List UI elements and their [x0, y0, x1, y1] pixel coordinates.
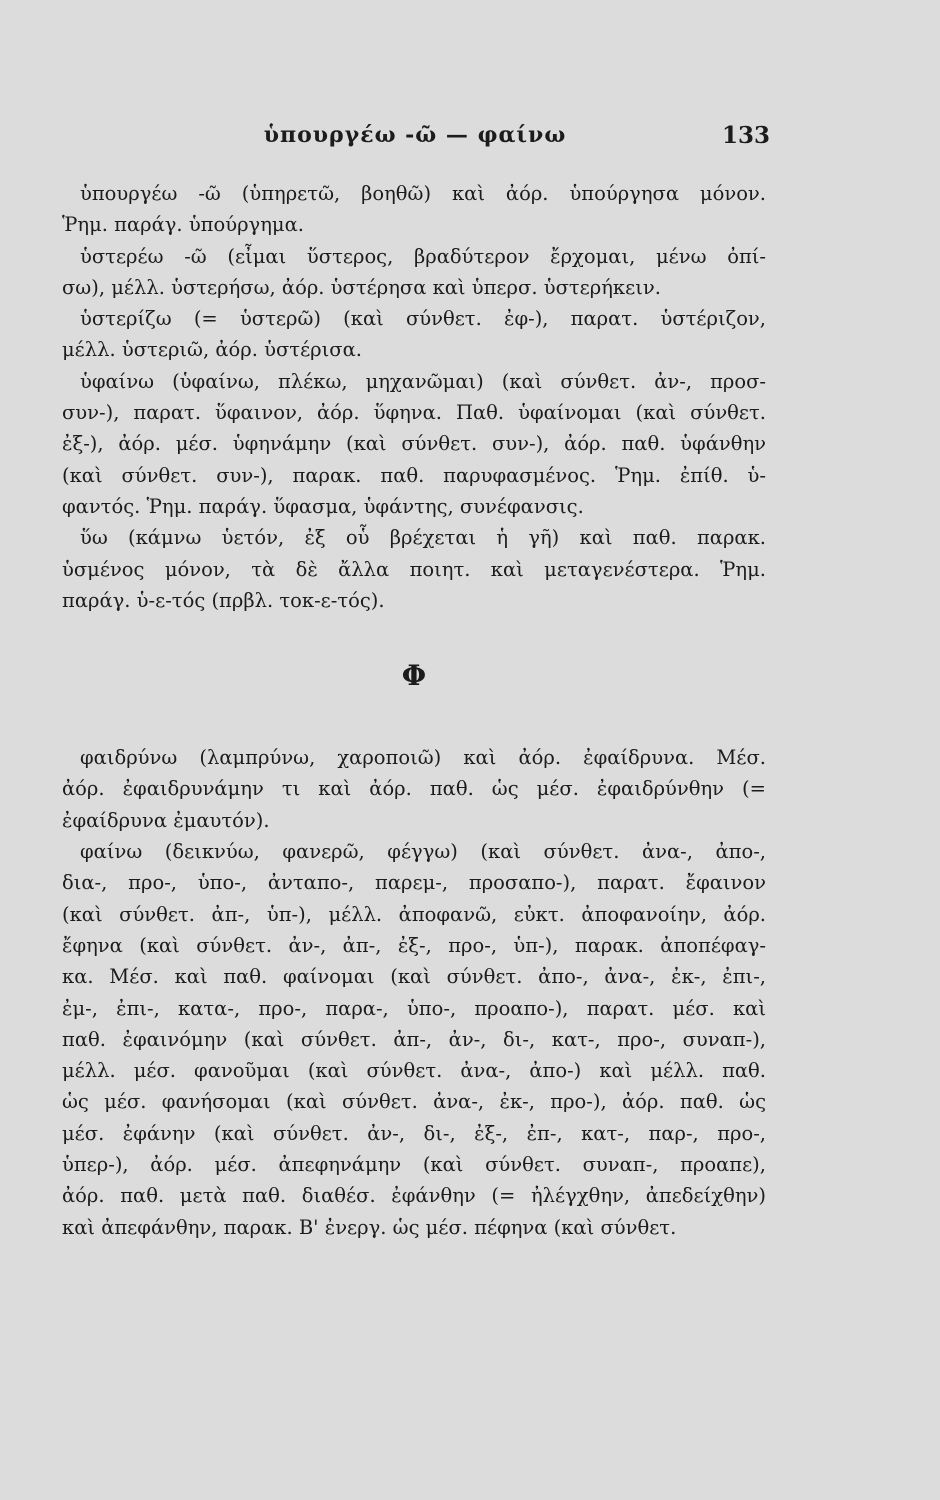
entry-line: δια-, προ-, ὑπο-, ἀνταπο-, παρεμ-, προσαπο-), παρατ. ἔφαινον	[62, 871, 766, 895]
entry-line: κα. Μέσ. καὶ παθ. φαίνομαι (καὶ σύνθετ. ἀπο-, ἀνα-, ἐκ-, ἐπι-,	[62, 965, 766, 989]
page-header	[60, 122, 770, 162]
dictionary-entry	[62, 742, 766, 836]
dictionary-entry	[62, 241, 766, 304]
entries-after-ornament	[62, 742, 766, 1243]
entry-line: ἀόρ. παθ. μετὰ παθ. διαθέσ. ἐφάνθην (= ἠλέγχθην, ἀπεδείχθην)	[62, 1184, 766, 1208]
entry-line: ὡς μέσ. φανήσομαι (καὶ σύνθετ. ἀνα-, ἐκ-, προ-), ἀόρ. παθ. ὡς	[62, 1090, 766, 1114]
entry-line: σω), μέλλ. ὑστερήσω, ἀόρ. ὑστέρησα καὶ ὑπερσ. ὑστερήκειν.	[62, 275, 661, 299]
entry-line: ἐφαίδρυνα ἐμαυτόν).	[62, 808, 270, 832]
page-body	[62, 178, 766, 1243]
entry-line: μέσ. ἐφάνην (καὶ σύνθετ. ἀν-, δι-, ἐξ-, ἐπ-, κατ-, παρ-, προ-,	[62, 1121, 766, 1145]
entry-line: φαιδρύνω (λαμπρύνω, χαροποιῶ) καὶ ἀόρ. ἐφαίδρυνα. Μέσ.	[80, 746, 766, 770]
entry-line: ὑστερέω -ῶ (εἶμαι ὕστερος, βραδύτερον ἔρχομαι, μένω ὀπί-	[80, 244, 766, 268]
entry-line: παθ. ἐφαινόμην (καὶ σύνθετ. ἀπ-, ἀν-, δι-, κατ-, προ-, συναπ-),	[62, 1027, 766, 1051]
entry-line: φαντός. Ῥημ. παράγ. ὕφασμα, ὑφάντης, συνέφανσις.	[62, 494, 584, 518]
dictionary-entry	[62, 303, 766, 366]
running-head: ὑπουργέω -ῶ — φαίνω	[263, 122, 567, 148]
entry-line: ὑπουργέω -ῶ (ὑπηρετῶ, βοηθῶ) καὶ ἀόρ. ὑπούργησα μόνον.	[80, 182, 766, 205]
entry-line: φαίνω (δεικνύω, φανερῶ, φέγγω) (καὶ σύνθετ. ἀνα-, ἀπο-,	[80, 840, 766, 864]
entry-line: ἀόρ. ἐφαιδρυνάμην τι καὶ ἀόρ. παθ. ὡς μέσ. ἐφαιδρύνθην (=	[62, 777, 766, 801]
entry-line: μέλλ. μέσ. φανοῦμαι (καὶ σύνθετ. ἀνα-, ἀπο-) καὶ μέλλ. παθ.	[62, 1059, 766, 1083]
dictionary-entry	[62, 366, 766, 522]
entry-line: ἐμ-, ἐπι-, κατα-, προ-, παρα-, ὑπο-, προαπο-), παρατ. μέσ. καὶ	[62, 996, 766, 1020]
entry-line: παράγ. ὑ-ε-τός (πρβλ. τοκ-ε-τός).	[62, 588, 385, 612]
entry-line: (καὶ σύνθετ. ἀπ-, ὑπ-), μέλλ. ἀποφανῶ, εὐκτ. ἀποφανοίην, ἀόρ.	[62, 902, 766, 926]
entry-line: ἐξ-), ἀόρ. μέσ. ὑφηνάμην (καὶ σύνθετ. συν-), ἀόρ. παθ. ὑφάνθην	[62, 432, 766, 456]
entry-line: ἔφηνα (καὶ σύνθετ. ἀν-, ἀπ-, ἐξ-, προ-, ὑπ-), παρακ. ἀποπέφαγ-	[62, 933, 766, 957]
section-ornament: Φ	[401, 659, 427, 693]
entry-line: ὑφαίνω (ὑφαίνω, πλέκω, μηχανῶμαι) (καὶ σύνθετ. ἀν-, προσ-	[80, 369, 766, 393]
page-number: 133	[721, 122, 770, 149]
entry-line: Ῥημ. παράγ. ὑπούργημα.	[62, 213, 304, 237]
entry-line: ὕω (κάμνω ὑετόν, ἐξ οὗ βρέχεται ἡ γῆ) καὶ παθ. παρακ.	[80, 526, 766, 550]
entry-line: καὶ ἀπεφάνθην, παρακ. Β' ἐνεργ. ὡς μέσ. πέφηνα (καὶ σύνθετ.	[62, 1215, 677, 1239]
entry-line: ὑστερίζω (= ὑστερῶ) (καὶ σύνθετ. ἐφ-), παρατ. ὑστέριζον,	[80, 307, 766, 331]
entry-line: ὑπερ-), ἀόρ. μέσ. ἀπεφηνάμην (καὶ σύνθετ. συναπ-, προαπε),	[62, 1153, 766, 1177]
dictionary-entry	[62, 836, 766, 1243]
entry-line: (καὶ σύνθετ. συν-), παρακ. παθ. παρυφασμένος. Ῥημ. ἐπίθ. ὑ-	[62, 463, 766, 487]
dictionary-entry	[62, 522, 766, 616]
dictionary-entry	[62, 178, 766, 241]
entry-line: μέλλ. ὑστεριῶ, ἀόρ. ὑστέρισα.	[62, 338, 362, 362]
entries-before-ornament	[62, 178, 766, 616]
entry-line: συν-), παρατ. ὕφαινον, ἀόρ. ὕφηνα. Παθ. ὑφαίνομαι (καὶ σύνθετ.	[62, 401, 766, 425]
entry-line: ὑσμένος μόνον, τὰ δὲ ἄλλα ποιητ. καὶ μεταγενέστερα. Ῥημ.	[62, 557, 766, 581]
